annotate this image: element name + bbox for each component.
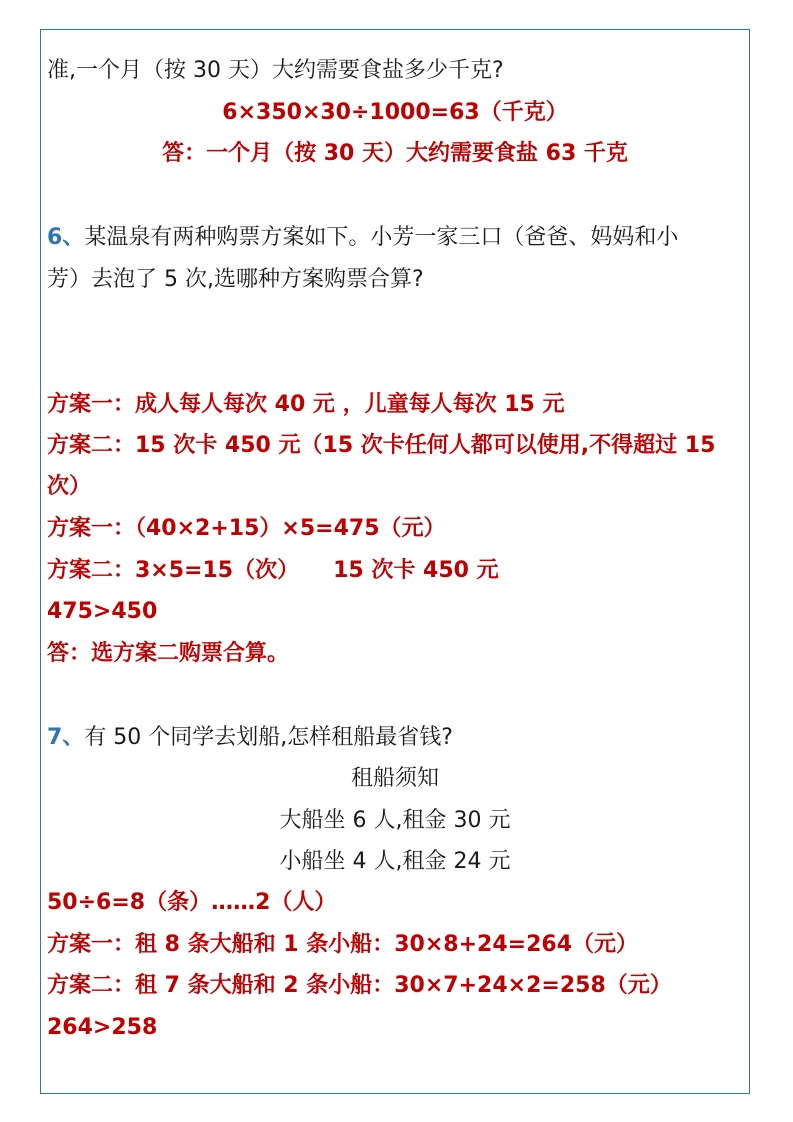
problem-7-number: 7、	[47, 725, 85, 750]
problem-5-question-tail: 准,一个月（按 30 天）大约需要食盐多少千克?	[47, 58, 504, 83]
problem-7-question-text: 有 50 个同学去划船,怎样租船最省钱?	[84, 725, 453, 750]
problem-5-answer: 答：一个月（按 30 天）大约需要食盐 63 千克	[162, 141, 628, 166]
problem-6-calc-plan-2	[47, 556, 499, 586]
problem-6-question-line-1	[47, 223, 678, 253]
problem-6-calc-plan-2-card: 15 次卡 450 元	[333, 558, 499, 583]
problem-6-calc-plan-1: 方案一：（40×2+15）×5=475（元）	[47, 516, 446, 541]
boat-notice-title: 租船须知	[350, 766, 439, 791]
problem-5-calculation: 6×350×30÷1000=63（千克）	[222, 100, 568, 125]
problem-7-plan-1: 方案一：租 8 条大船和 1 条小船：30×8+24=264（元）	[47, 932, 639, 957]
problem-7-comparison: 264>258	[47, 1015, 158, 1040]
problem-6-question-text-1: 某温泉有两种购票方案如下。小芳一家三口（爸爸、妈妈和小	[84, 225, 679, 250]
problem-6-calc-plan-2-times: 方案二：3×5=15（次）	[47, 558, 300, 583]
boat-notice-small-boat: 小船坐 4 人,租金 24 元	[279, 849, 511, 874]
boat-notice-big-boat: 大船坐 6 人,租金 30 元	[279, 808, 511, 833]
problem-6-answer: 答：选方案二购票合算。	[47, 641, 290, 666]
problem-6-question-line-2: 芳）去泡了 5 次,选哪种方案购票合算?	[47, 267, 424, 292]
problem-7-plan-2: 方案二：租 7 条大船和 2 条小船：30×7+24×2=258（元）	[47, 973, 672, 998]
problem-6-plan-2-line-2: 次）	[47, 474, 92, 499]
problem-6-plan-1: 方案一：成人每人每次 40 元 ，儿童每人每次 15 元	[47, 392, 565, 417]
problem-7-question	[47, 723, 453, 753]
problem-6-plan-2-line-1: 方案二：15 次卡 450 元（15 次卡任何人都可以使用,不得超过 15	[47, 433, 716, 458]
problem-6-number: 6、	[47, 225, 85, 250]
problem-7-division: 50÷6=8（条）……2（人）	[47, 890, 337, 915]
problem-6-comparison: 475>450	[47, 599, 158, 624]
